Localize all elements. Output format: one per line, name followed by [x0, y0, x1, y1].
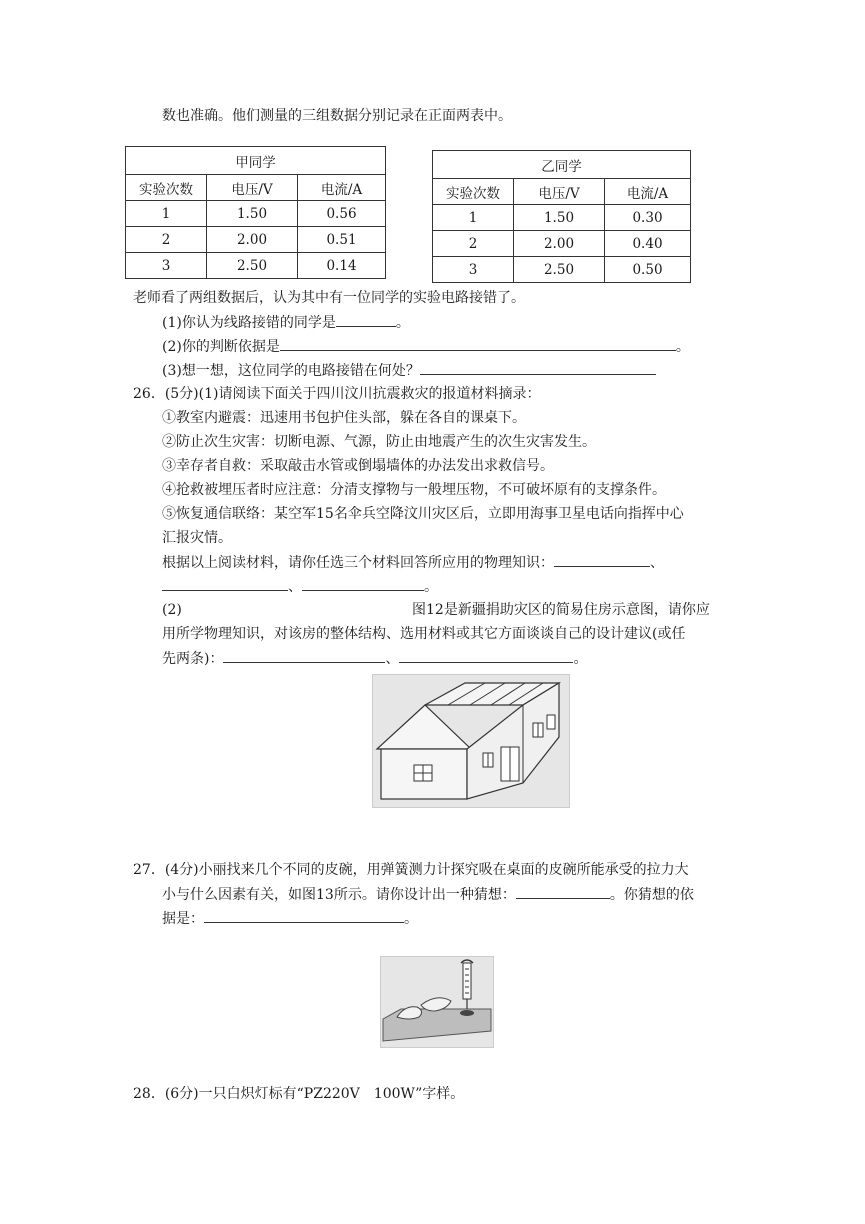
table-cell: 1.50 — [207, 201, 298, 227]
q25-sub2 — [162, 336, 690, 357]
q26-part2-line3 — [162, 648, 587, 669]
table-yi-header: 电流/A — [605, 179, 691, 205]
table-cell: 0.40 — [605, 231, 691, 257]
q28-line1: 28．(6分)一只白炽灯标有“PZ220V 100W”字样。 — [133, 1086, 465, 1102]
table-yi — [432, 150, 691, 283]
answer-blank[interactable] — [280, 336, 676, 351]
answer-blank[interactable] — [336, 312, 396, 327]
intro-line: 数也准确。他们测量的三组数据分别记录在正面两表中。 — [162, 108, 512, 124]
table-cell: 1.50 — [514, 205, 605, 231]
figure-house — [372, 674, 570, 808]
q26-part2-label: (2) — [162, 602, 182, 618]
table-yi-header: 电压/V — [514, 179, 605, 205]
table-jia — [125, 146, 386, 279]
answer-blank[interactable] — [223, 648, 385, 663]
answer-blank[interactable] — [162, 576, 288, 591]
q27-line1: 27．(4分)小丽找来几个不同的皮碗，用弹簧测力计探究吸在桌面的皮碗所能承受的拉力大 — [133, 862, 689, 878]
q26-sep: 、 — [288, 579, 302, 595]
table-row — [433, 205, 691, 231]
answer-blank[interactable] — [516, 884, 610, 899]
table-cell: 2 — [433, 231, 514, 257]
table-cell: 1 — [126, 201, 207, 227]
table-row — [433, 257, 691, 283]
house-illustration — [373, 675, 569, 807]
q27-line3-text: 据是： — [162, 911, 204, 927]
q26-ask-text: 根据以上阅读材料，请你任选三个材料回答所应用的物理知识： — [162, 555, 554, 571]
q25-sub3-text: (3)想一想，这位同学的电路接错在何处？ — [162, 363, 420, 379]
table-row — [433, 231, 691, 257]
table-jia-header: 实验次数 — [126, 175, 207, 201]
table-cell: 2.50 — [207, 253, 298, 279]
table-cell: 0.50 — [605, 257, 691, 283]
answer-blank[interactable] — [399, 648, 573, 663]
q26-part2-sep: 、 — [385, 651, 400, 667]
table-cell: 2 — [126, 227, 207, 253]
table-row — [126, 253, 386, 279]
table-cell: 0.14 — [298, 253, 386, 279]
q26-item: ③幸存者自救：采取敲击水管或倒塌墙体的办法发出求救信号。 — [162, 458, 554, 474]
q26-part2-line2: 用所学物理知识，对该房的整体结构、选用材料或其它方面谈谈自己的设计建议(或任 — [162, 626, 686, 642]
q26-blanks — [162, 576, 438, 597]
q26-item: ④抢救被埋压者时应注意：分清支撑物与一般埋压物，不可破坏原有的支撑条件。 — [162, 482, 666, 498]
table-yi-header: 实验次数 — [433, 179, 514, 205]
q25-sub1-text: (1)你认为线路接错的同学是 — [162, 315, 336, 331]
table-cell: 3 — [126, 253, 207, 279]
q27-line2-post: 。你猜想的依 — [609, 887, 694, 903]
table-jia-header: 电流/A — [298, 175, 386, 201]
q26-item: ①教室内避震：迅速用书包护住头部，躲在各自的课桌下。 — [162, 410, 526, 426]
table-cell: 3 — [433, 257, 514, 283]
q26-item: ⑤恢复通信联络：某空军15名伞兵空降汶川灾区后，立即用海事卫星电话向指挥中心 — [162, 506, 684, 522]
table-cell: 1 — [433, 205, 514, 231]
answer-blank[interactable] — [420, 360, 656, 375]
q26-item: ②防止次生灾害：切断电源、气源，防止由地震产生的次生灾害发生。 — [162, 434, 596, 450]
answer-blank[interactable] — [204, 908, 404, 923]
q27-line2-text: 小与什么因素有关，如图13所示。请你设计出一种猜想： — [162, 887, 516, 903]
q26-ask — [162, 552, 664, 573]
table-row — [126, 201, 386, 227]
table-row — [126, 227, 386, 253]
suction-cup-illustration — [381, 957, 493, 1047]
table-cell: 0.56 — [298, 201, 386, 227]
q25-comment: 老师看了两组数据后，认为其中有一位同学的实验电路接错了。 — [133, 290, 525, 306]
q25-sub1 — [162, 312, 410, 333]
q26-sep: 、 — [650, 555, 664, 571]
answer-blank[interactable] — [302, 576, 424, 591]
q25-sub1-end: 。 — [395, 315, 410, 331]
table-yi-title: 乙同学 — [433, 151, 691, 179]
q26-item5-cont: 汇报灾情。 — [162, 530, 232, 546]
table-jia-header: 电压/V — [207, 175, 298, 201]
q27-line3-post: 。 — [404, 911, 418, 927]
answer-blank[interactable] — [554, 552, 650, 567]
q26-part2-end: 。 — [573, 651, 588, 667]
q25-sub2-end: 。 — [675, 339, 690, 355]
table-jia-title: 甲同学 — [126, 147, 386, 175]
table-cell: 2.00 — [514, 231, 605, 257]
q26-head: 26．(5分)(1)请阅读下面关于四川汶川抗震救灾的报道材料摘录： — [133, 386, 541, 402]
q26-part2-line3-text: 先两条)： — [162, 651, 224, 667]
figure-suction-cup — [380, 956, 494, 1048]
table-cell: 0.51 — [298, 227, 386, 253]
q27-line2 — [162, 884, 694, 905]
q25-sub3 — [162, 360, 656, 381]
q26-part2-text: 图12是新疆捐助灾区的简易住房示意图，请你应 — [412, 602, 710, 618]
q25-sub2-text: (2)你的判断依据是 — [162, 339, 280, 355]
q26-end: 。 — [424, 579, 438, 595]
table-cell: 2.50 — [514, 257, 605, 283]
table-cell: 2.00 — [207, 227, 298, 253]
table-cell: 0.30 — [605, 205, 691, 231]
q27-line3 — [162, 908, 418, 929]
